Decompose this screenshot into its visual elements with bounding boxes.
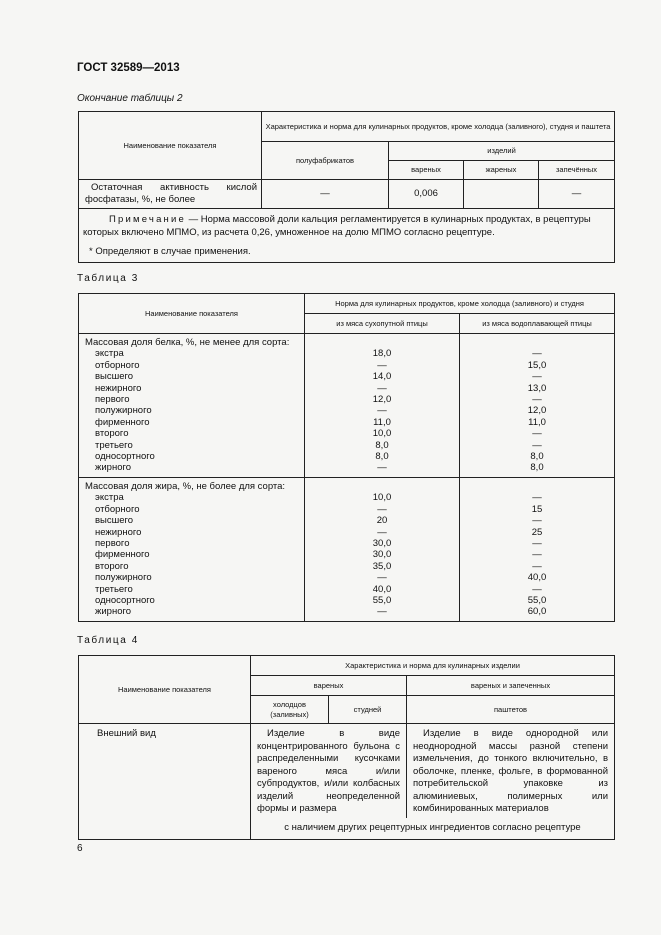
value-cell: 20 [376, 515, 388, 527]
value-cell: 30,0 [372, 549, 392, 561]
value-cell: 8,0 [375, 439, 389, 451]
t4-row-pate: Изделие в виде однородной или неоднородной массы разной степени измельчения, до тонкого включительно, в оболочке, пленке, фольге, в формованной потребительской упаковке из алюминиевых, полимерных или комбинированных материалов [407, 724, 615, 818]
t2-header-products: изделий [389, 142, 615, 161]
value-cell: — [377, 572, 387, 584]
grade-label: экстра [95, 348, 124, 360]
document-id: ГОСТ 32589—2013 [77, 62, 180, 74]
grade-label: третьего [95, 439, 133, 451]
value-cell: 12,0 [372, 394, 392, 406]
grade-label: жирного [95, 606, 132, 618]
t2-header-semi: полуфабрикатов [262, 142, 389, 180]
grade-label: высшего [95, 515, 134, 527]
value-cell: 40,0 [372, 583, 392, 595]
value-cell: 55,0 [372, 594, 392, 606]
value-cell: 30,0 [372, 537, 392, 549]
t2-footnote: * Определяют в случае применения. [89, 246, 251, 257]
value-cell: — [377, 526, 387, 538]
t4-header-group: Характеристика и норма для кулинарных изделии [251, 656, 615, 676]
t3-protein-names [79, 334, 305, 478]
t4-header-boiled: вареных [251, 676, 407, 696]
t2-header-name: Наименование показателя [79, 112, 262, 180]
t4-row-name: Внешний вид [79, 724, 251, 840]
value-cell: — [532, 537, 542, 549]
value-cell: — [377, 503, 387, 515]
value-cell: 13,0 [527, 382, 547, 394]
value-cell: 8,0 [375, 451, 389, 463]
value-cell: — [377, 359, 387, 371]
table-2 [78, 111, 615, 263]
grade-label: отборного [95, 359, 140, 371]
grade-label: жирного [95, 462, 132, 474]
grade-label: нежирного [95, 382, 142, 394]
value-cell: — [532, 394, 542, 406]
t2-note-cell [79, 209, 615, 263]
t4-header-pate: паштетов [407, 696, 615, 724]
grade-label: второго [95, 428, 129, 440]
value-cell: 14,0 [372, 371, 392, 383]
value-cell: 8,0 [530, 451, 544, 463]
grade-label: полужирного [95, 572, 152, 584]
value-cell: 15 [531, 503, 543, 515]
t3-fat-land [305, 477, 460, 621]
value-cell: 60,0 [527, 606, 547, 618]
value-cell: — [532, 583, 542, 595]
value-cell: — [377, 606, 387, 618]
table3-caption: Таблица 3 [77, 273, 139, 284]
value-cell: 12,0 [527, 405, 547, 417]
value-cell: 25 [531, 526, 543, 538]
value-cell: — [532, 371, 542, 383]
value-cell: 8,0 [530, 462, 544, 474]
t2-header-group: Характеристика и норма для кулинарных продуктов, кроме холодца (заливного), студня и паштета [262, 112, 615, 142]
t3-protein-title: Массовая доля белка, %, не менее для сорта: [85, 337, 290, 348]
t4-header-name: Наименование показателя [79, 656, 251, 724]
t2-note-label: Примечание [109, 214, 186, 225]
t4-row-common: с наличием других рецептурных ингредиентов согласно рецептуре [251, 818, 615, 840]
table-3 [78, 293, 615, 622]
grade-label: отборного [95, 503, 140, 515]
t2-row-boiled: 0,006 [389, 180, 464, 209]
t2-row-name: Остаточная активность кислой фосфатазы, %, не более [79, 180, 262, 209]
value-cell: 18,0 [372, 348, 392, 360]
grade-label: фирменного [95, 549, 150, 561]
value-cell: — [532, 428, 542, 440]
grade-label: высшего [95, 371, 134, 383]
page-number: 6 [77, 843, 83, 854]
value-cell: 10,0 [372, 492, 392, 504]
grade-label: полужирного [95, 405, 152, 417]
t3-header-group: Норма для кулинарных продуктов, кроме холодца (заливного) и студня [305, 294, 615, 314]
t3-fat-title: Массовая доля жира, %, не более для сорта: [85, 480, 286, 492]
t2-header-baked: запечённых [539, 161, 615, 180]
t2-note-text: — Норма массовой доли кальция регламентируется в кулинарных продуктах, в рецептуры которых включено МПМО, из расчета 0,26, умноженное на долю МПМО согласно рецептуре. [83, 214, 591, 238]
t4-row-aspic-jelly: Изделие в виде концентрированного бульона с распределенными кусочками вареного мяса и/или субпродуктов, и/или колбасных изделий неопределенной формы и размера [251, 724, 407, 818]
grade-label: первого [95, 394, 130, 406]
grade-label: нежирного [95, 526, 142, 538]
t2-header-boiled: вареных [389, 161, 464, 180]
value-cell: — [532, 515, 542, 527]
value-cell: — [377, 382, 387, 394]
value-cell: — [377, 405, 387, 417]
value-cell: — [532, 492, 542, 504]
grade-label: фирменного [95, 416, 150, 428]
t2-row-fried [464, 180, 539, 209]
value-cell: 40,0 [527, 572, 547, 584]
t4-header-boiled-baked: вареных и запеченных [407, 676, 615, 696]
grade-label: третьего [95, 583, 133, 595]
t3-header-land: из мяса сухопутной птицы [305, 314, 460, 334]
grade-label: второго [95, 560, 129, 572]
value-cell: 55,0 [527, 594, 547, 606]
t2-row-semi: — [262, 180, 389, 209]
t4-header-aspic: холодцов (заливных) [251, 696, 329, 724]
value-cell: — [532, 549, 542, 561]
value-cell: — [377, 462, 387, 474]
value-cell: 15,0 [527, 359, 547, 371]
table4-caption: Таблица 4 [77, 635, 139, 646]
table-4 [78, 655, 615, 840]
grade-label: экстра [95, 492, 124, 504]
value-cell: — [532, 348, 542, 360]
value-cell: 11,0 [373, 416, 391, 428]
value-cell: 35,0 [372, 560, 392, 572]
value-cell: — [532, 439, 542, 451]
value-cell: 10,0 [372, 428, 392, 440]
value-cell: — [532, 560, 542, 572]
t2-header-fried: жареных [464, 161, 539, 180]
t2-note [83, 213, 610, 239]
table2-caption: Окончание таблицы 2 [77, 93, 183, 104]
t3-header-name: Наименование показателя [79, 294, 305, 334]
t3-protein-land [305, 334, 460, 478]
t3-protein-water [460, 334, 615, 478]
grade-label: односортного [95, 451, 155, 463]
t4-header-jelly: студней [329, 696, 407, 724]
t3-fat-water [460, 477, 615, 621]
t3-header-water: из мяса водоплавающей птицы [460, 314, 615, 334]
grade-label: односортного [95, 594, 155, 606]
t2-row-baked: — [539, 180, 615, 209]
value-cell: 11,0 [528, 416, 546, 428]
t3-fat-names [79, 477, 305, 621]
grade-label: первого [95, 537, 130, 549]
